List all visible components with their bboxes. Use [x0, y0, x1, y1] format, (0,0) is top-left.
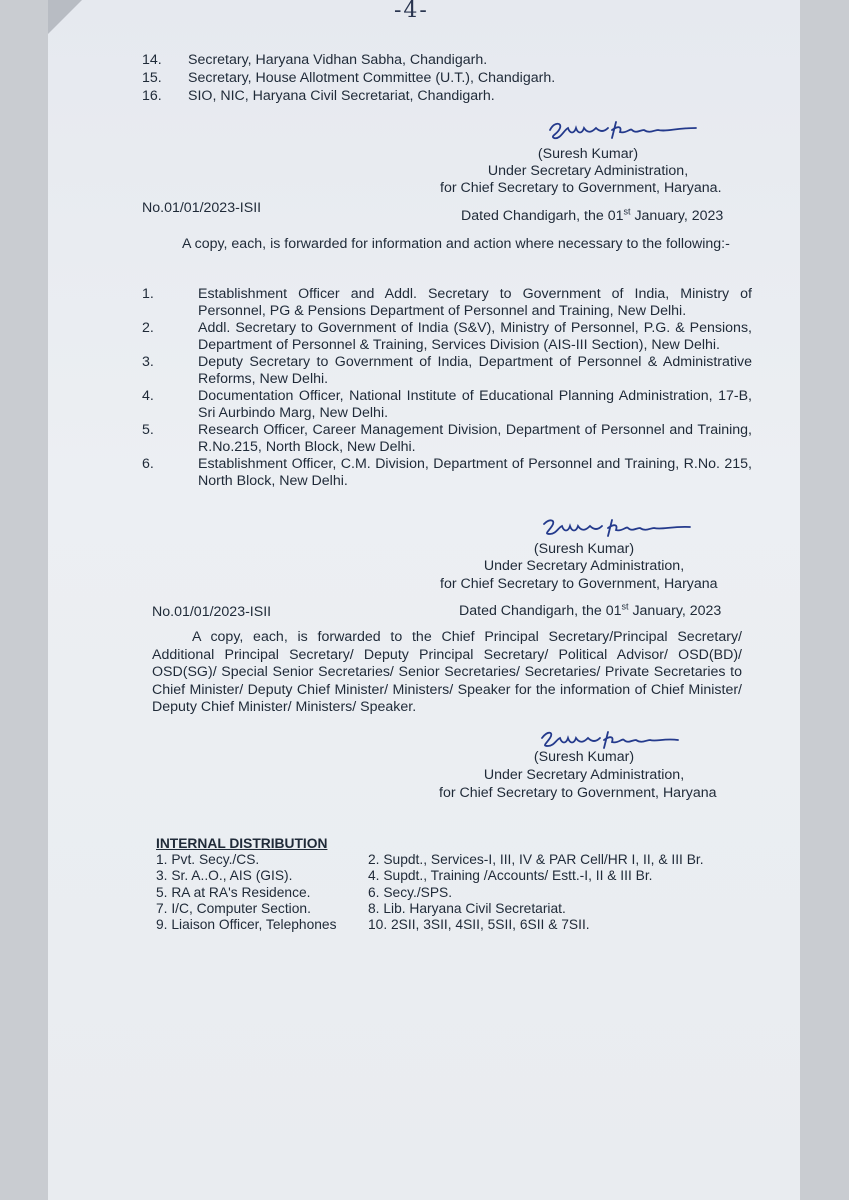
- distribution-entry: 10. 2SII, 3SII, 4SII, 5SII, 6SII & 7SII.: [368, 917, 590, 933]
- handwritten-signature: [546, 116, 706, 142]
- distribution-entry: 1. Pvt. Secy./CS.: [156, 852, 260, 868]
- list-item: [142, 354, 752, 388]
- signatory-for-line: for Chief Secretary to Government, Haryana: [439, 785, 717, 801]
- list-item: [142, 422, 752, 456]
- item-text: Deputy Secretary to Government of India, Department of Personnel & Administrative Reforms, New Delhi.: [198, 354, 752, 387]
- item-text: Establishment Officer and Addl. Secretary to Government of India, Ministry of Personnel, PG & Pensions Department of Personnel and Training, New Delhi.: [198, 286, 752, 319]
- internal-distribution: [156, 836, 704, 933]
- dated-suffix-ordinal: st: [621, 601, 629, 612]
- handwritten-signature: [540, 514, 700, 540]
- forwarding-paragraph: [142, 234, 752, 254]
- item-text: Establishment Officer, C.M. Division, Department of Personnel and Training, R.No. 215, North Block, New Delhi.: [198, 456, 752, 489]
- item-text: Documentation Officer, National Institute of Educational Planning Administration, 17-B, Sri Aurbindo Marg, New Delhi.: [198, 388, 752, 421]
- signatory-name: (Suresh Kumar): [537, 146, 639, 162]
- item-text: Secretary, House Allotment Committee (U.T.), Chandigarh.: [188, 70, 556, 86]
- item-number: 1.: [142, 286, 154, 302]
- recipient-list: [142, 286, 752, 490]
- list-item: [142, 52, 662, 69]
- document-page: [48, 0, 800, 1200]
- page-number: -4-: [394, 0, 429, 23]
- distribution-row: [156, 901, 704, 917]
- dated-line: [459, 603, 721, 620]
- item-number: 2.: [142, 320, 154, 336]
- dated-prefix: Dated Chandigarh, the 01: [461, 208, 624, 224]
- continued-distribution-list: [142, 52, 662, 105]
- item-text: SIO, NIC, Haryana Civil Secretariat, Chandigarh.: [188, 88, 495, 104]
- signatory-designation: Under Secretary Administration,: [483, 558, 685, 574]
- reference-number: No.01/01/2023-ISII: [142, 200, 262, 216]
- list-item: [142, 456, 752, 490]
- signatory-designation: Under Secretary Administration,: [487, 163, 689, 179]
- distribution-entry: 2. Supdt., Services-I, III, IV & PAR Cell/HR I, II, & III Br.: [368, 852, 704, 868]
- distribution-row: [156, 885, 704, 901]
- signatory-for-line: for Chief Secretary to Government, Haryana.: [440, 180, 722, 196]
- list-item: [142, 388, 752, 422]
- item-number: 6.: [142, 456, 154, 472]
- distribution-row: [156, 868, 704, 884]
- distribution-entry: 9. Liaison Officer, Telephones: [156, 917, 337, 933]
- dated-suffix-ordinal: st: [623, 206, 631, 217]
- list-item: [142, 320, 752, 354]
- distribution-entry: 5. RA at RA's Residence.: [156, 884, 311, 900]
- item-number: 4.: [142, 388, 154, 404]
- signatory-name: (Suresh Kumar): [533, 541, 635, 557]
- forwarding-text: A copy, each, is forwarded to the Chief Principal Secretary/Principal Secretary/ Additional Principal Secretary/ Deputy Principal Secretary/ Political Advisor/ OSD(BD)/ OSD(SG)/ Special Senior Secretaries/ Senior Secretaries/ Secretaries/ Private Secretaries to Chief Minister/ Deputy Chief Minister/ Ministers/ Speaker for the information of Chief Minister/ Deputy Chief Minister/ Ministers/ Speaker.: [152, 629, 742, 716]
- signatory-designation: Under Secretary Administration,: [483, 767, 685, 783]
- dated-line: [461, 208, 723, 225]
- dated-suffix: January, 2023: [630, 208, 724, 224]
- list-item: [142, 88, 662, 105]
- page-fold: [48, 0, 82, 34]
- reference-number: No.01/01/2023-ISII: [152, 604, 272, 620]
- signatory-name: (Suresh Kumar): [533, 749, 635, 765]
- dated-suffix: January, 2023: [628, 603, 722, 619]
- list-item: [142, 286, 752, 320]
- item-text: Secretary, Haryana Vidhan Sabha, Chandigarh.: [188, 52, 488, 68]
- distribution-entry: 6. Secy./SPS.: [368, 884, 453, 900]
- item-number: 15.: [142, 70, 162, 86]
- distribution-entry: 3. Sr. A..O., AIS (GIS).: [156, 868, 293, 884]
- distribution-entry: 7. I/C, Computer Section.: [156, 900, 311, 916]
- internal-distribution-heading: INTERNAL DISTRIBUTION: [156, 836, 328, 851]
- list-item: [142, 70, 662, 87]
- item-number: 16.: [142, 88, 162, 104]
- forwarding-text: A copy, each, is forwarded for information and action where necessary to the following:-: [182, 236, 730, 252]
- distribution-entry: 8. Lib. Haryana Civil Secretariat.: [368, 900, 566, 916]
- distribution-row: [156, 852, 704, 868]
- distribution-entry: 4. Supdt., Training /Accounts/ Estt.-I, II & III Br.: [368, 868, 653, 884]
- item-number: 5.: [142, 422, 154, 438]
- item-number: 14.: [142, 52, 162, 68]
- distribution-row: [156, 917, 704, 933]
- dated-prefix: Dated Chandigarh, the 01: [459, 603, 622, 619]
- item-number: 3.: [142, 354, 154, 370]
- item-text: Research Officer, Career Management Division, Department of Personnel and Training, R.No.215, North Block, New Delhi.: [198, 422, 752, 455]
- item-text: Addl. Secretary to Government of India (S&V), Ministry of Personnel, P.G. & Pensions, Department of Personnel & Training, Services Division (AIS-III Section), New Delhi.: [198, 320, 752, 353]
- signatory-for-line: for Chief Secretary to Government, Haryana: [440, 576, 718, 592]
- forwarding-paragraph: [152, 629, 742, 717]
